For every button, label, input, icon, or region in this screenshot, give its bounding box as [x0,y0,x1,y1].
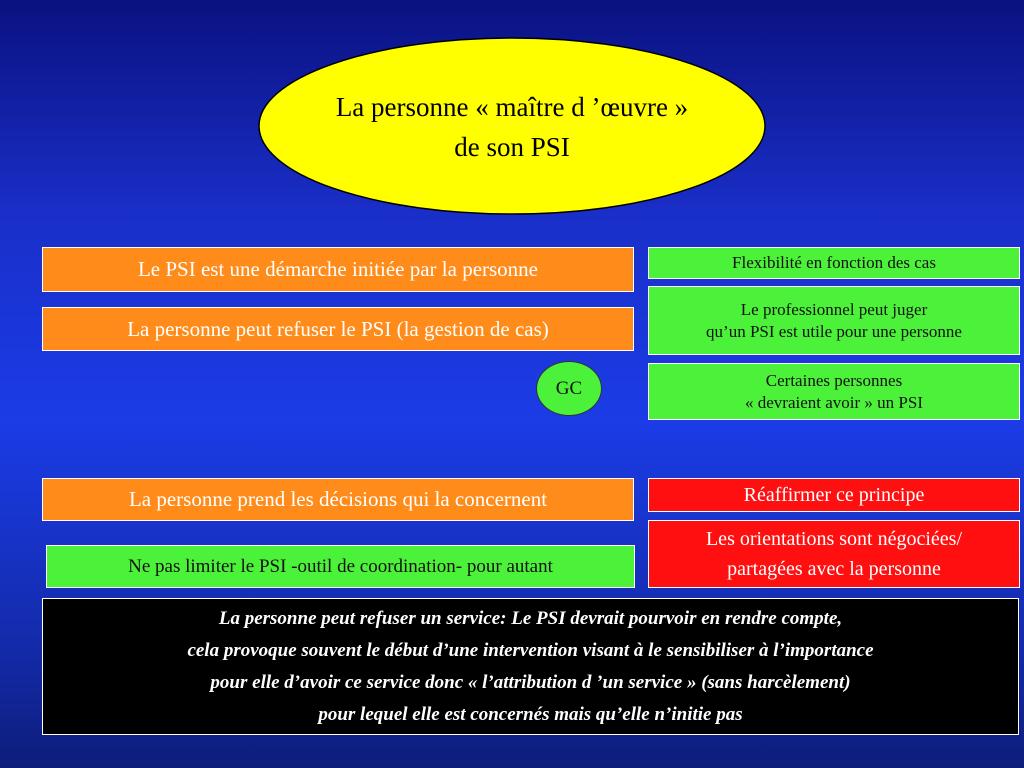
box-prend-decisions [42,478,634,521]
box-psi-initiee [42,247,634,292]
title-ellipse [0,0,1024,230]
box-ne-pas-limiter-text: Ne pas limiter le PSI -outil de coordination- pour autant [128,555,553,577]
box-reaffirmer-text: Réaffirmer ce principe [743,483,925,506]
box-psi-initiee-text: Le PSI est une démarche initiée par la personne [137,257,538,281]
box-orientations-line-2: partagées avec la personne [727,558,941,580]
box-professionnel-line-2: qu’un PSI est utile pour une personne [706,321,962,341]
box-refuser-psi-text: La personne peut refuser le PSI (la gestion de cas) [127,316,549,341]
box-certaines-line-2: « devraient avoir » un PSI [745,392,923,412]
box-certaines-line-1: Certaines personnes [765,370,903,390]
gc-circle [536,361,602,416]
box-refuser-service-line-4: pour lequel elle est concernés mais qu’elle n’initie pas [318,703,743,725]
box-orientations-line-1: Les orientations sont négociées/ [705,528,963,550]
box-professionnel [648,286,1020,355]
box-certaines-personnes [648,363,1020,420]
box-professionnel-line-1: Le professionnel peut juger [740,299,928,319]
box-flexibilite [648,247,1020,279]
box-refuser-service-line-2: cela provoque souvent le début d’une intervention visant à le sensibiliser à l’importance [187,639,874,661]
box-prend-decisions-text: La personne prend les décisions qui la concernent [128,487,548,511]
box-refuser-service [42,598,1019,735]
box-orientations [648,520,1020,588]
box-refuser-service-line-1: La personne peut refuser un service: Le PSI devrait pourvoir en rendre compte, [218,607,843,629]
box-reaffirmer [648,478,1020,512]
box-ne-pas-limiter [46,545,635,588]
box-refuser-psi [42,307,634,351]
gc-label: GC [555,377,583,399]
box-flexibilite-text: Flexibilité en fonction des cas [732,253,936,272]
title-ellipse-shape [259,38,765,214]
title-line-2: de son PSI [454,132,570,162]
box-refuser-service-line-3: pour elle d’avoir ce service donc « l’attribution d ’un service » (sans harcèlement) [210,671,851,693]
title-line-1: La personne « maître d ’œuvre » [335,92,689,122]
